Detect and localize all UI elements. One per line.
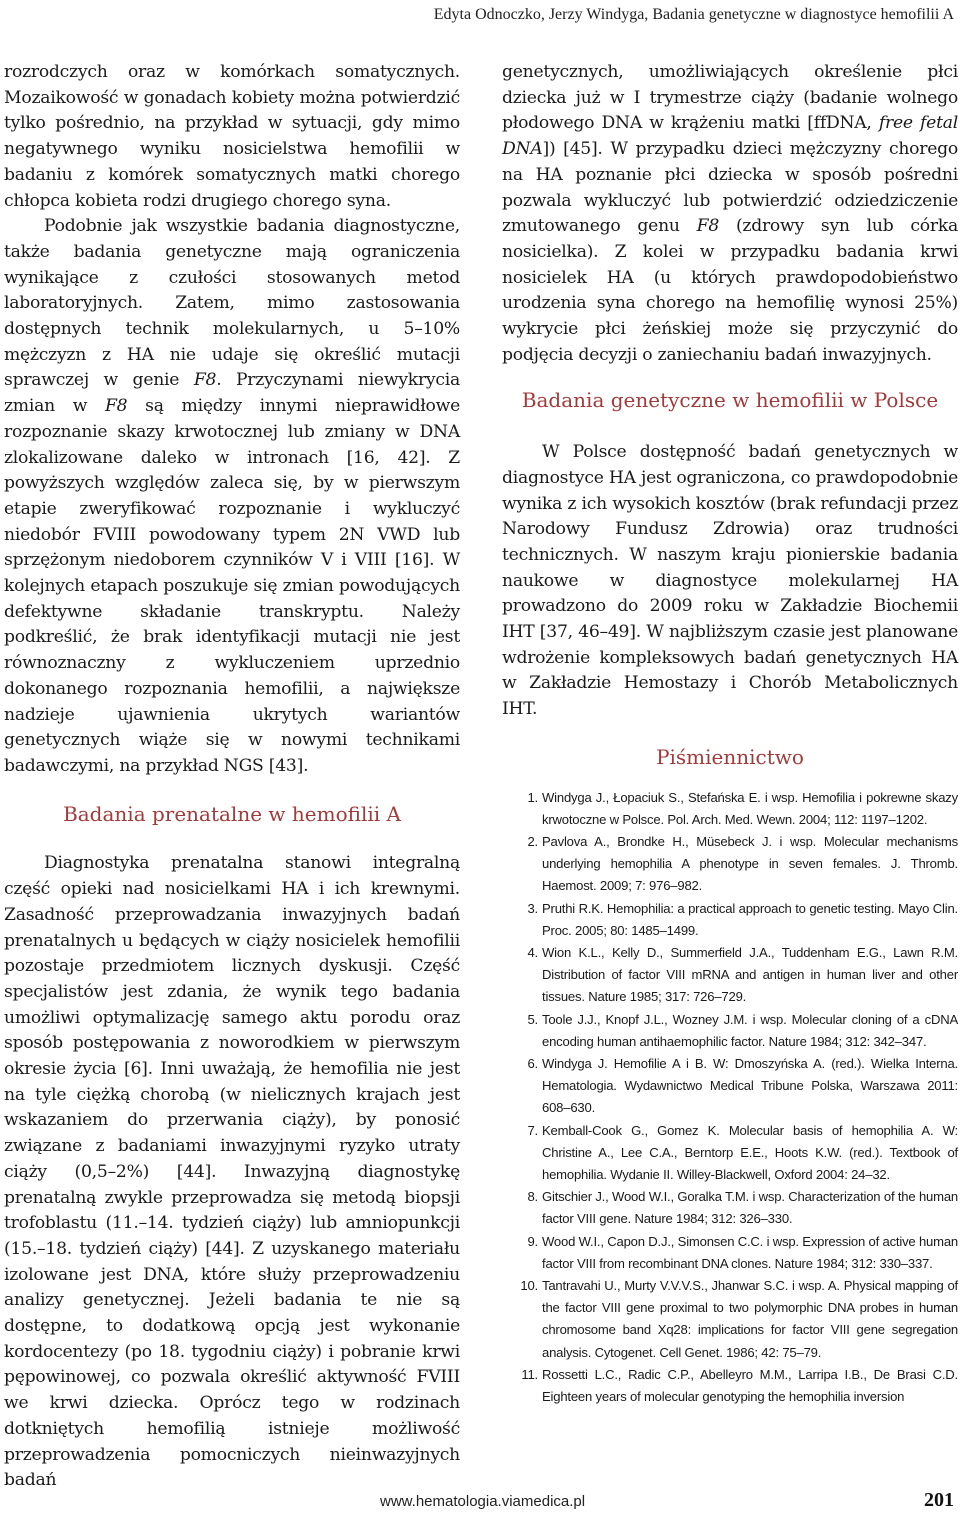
- reference-number: 10.: [520, 1278, 538, 1294]
- reference-item: [502, 831, 958, 898]
- reference-item: [502, 1275, 958, 1364]
- reference-text: Wood W.I., Capon D.J., Simonsen C.C. i wsp. Expression of active human factor VIII from recombinant DNA clones. Nature 1984; 312: 330–337.: [542, 1233, 958, 1271]
- running-head-authors: Edyta Odnoczko, Jerzy Windyga,: [433, 6, 649, 23]
- gene-name: F8: [696, 216, 720, 237]
- reference-text: Windyga J. Hemofilie A i B. W: Dmoszyńska A. (red.). Wielka Interna. Hematologia. Wydawnictwo Medical Tribune Polska, Warszawa 2011: 608–630.: [542, 1056, 958, 1116]
- reference-text: Pruthi R.K. Hemophilia: a practical approach to genetic testing. Mayo Clin. Proc. 2005; 80: 1485–1499.: [542, 900, 958, 938]
- reference-list: [502, 787, 958, 1409]
- reference-text: Rossetti L.C., Radic C.P., Abelleyro M.M., Larripa I.B., De Brasi C.D. Eighteen years of molecular genotyping the hemophilia inversion: [542, 1366, 958, 1405]
- reference-number: 11.: [521, 1366, 538, 1382]
- reference-number: 4.: [527, 945, 538, 960]
- right-column: [502, 60, 958, 1408]
- section-heading-poland: Badania genetyczne w hemofilii w Polsce: [521, 388, 939, 413]
- reference-text: Wion K.L., Kelly D., Summerfield J.A., Tuddenham E.G., Lawn R.M. Distribution of factor VIII mRNA and antigen in human liver and other tissues. Nature 1985; 317: 726–729.: [542, 945, 958, 1005]
- reference-number: 3.: [527, 900, 538, 916]
- gene-name: F8: [105, 396, 128, 417]
- reference-text: Toole J.J., Knopf J.L., Wozney J.M. i wsp. Molecular cloning of a cDNA encoding human antihaemophilic factor. Nature 1984; 312: 342–347.: [542, 1011, 958, 1049]
- reference-number: 6.: [527, 1056, 538, 1072]
- reference-text: Pavlova A., Brondke H., Müsebeck J. i wsp. Molecular mechanisms underlying hemophilia A phenotype in seven females. J. Thromb. Haemost. 2009; 7: 976–982.: [542, 833, 958, 894]
- section-heading-prenatal: Badania prenatalne w hemofilii A: [63, 801, 401, 826]
- reference-item: [502, 1231, 958, 1275]
- reference-item: [502, 1186, 958, 1230]
- paragraph-poland: W Polsce dostępność badań genetycznych w diagnostyce HA jest ograniczona, co prawdopodobnie wynika z ich wysokich kosztów (brak refundacji przez Narodowy Fundusz Zdrowia) oraz trudności technicznych. W naszym kraju pionierskie badania naukowe w diagnostyce molekularnej HA prowadzono do 2009 roku w Zakładzie Biochemii IHT [37, 46–49]. W najbliższym czasie jest planowane wdrożenie kompleksowych badań genetycznych HA w Zakładzie Hemostazy i Chorób Metabolicznych IHT.: [502, 442, 958, 720]
- reference-item: [502, 1120, 958, 1187]
- page-number: 201: [924, 1489, 954, 1511]
- italic-term: free fetal DNA: [502, 113, 958, 160]
- reference-text: Gitschier J., Wood W.I., Goralka T.M. i wsp. Characterization of the human factor VIII gene. Nature 1984; 312: 326–330.: [542, 1189, 958, 1227]
- reference-text: Windyga J., Łopaciuk S., Stefańska E. i wsp. Hemofilia i pokrewne skazy krwotoczne w Polsce. Pol. Arch. Med. Wewn. 2004; 112: 1197–1202.: [542, 789, 958, 827]
- paragraph-limitations: Podobnie jak wszystkie badania diagnostyczne, także badania genetyczne mają ograniczenia wynikające z czułości stosowanych metod laboratoryjnych. Zatem, mimo zastosowania dostępnych technik molekularnych, u 5–10% mężczyzn z HA nie udaje się określić mutacji sprawczej w genie F8. Przyczynami niewykrycia zmian w F8 są między innymi nieprawidłowe rozpoznanie skazy krwotocznej lub zmiany w DNA zlokalizowane daleko w intronach [16, 42]. Z powyższych względów zaleca się, by w pierwszym etapie zweryfikować rozpoznanie i wykluczyć niedobór FVIII powodowany typem 2N VWD lub sprzężonym niedoborem czynników V i VIII [16]. W kolejnych etapach poszukuje się zmian powodujących defektywne składanie transkryptu. Należy podkreślić, że brak identyfikacji mutacji nie jest równoznaczny z wykluczeniem uprzednio dokonanego rozpoznania hemofilii, a największe nadzieje ujawnienia ukrytych wariantów genetycznych wiąże się w nowymi technikami badawczymi, na przykład NGS [43].: [4, 216, 461, 776]
- reference-number: 9.: [527, 1233, 538, 1249]
- reference-item: [502, 1009, 958, 1053]
- footer-url[interactable]: www.hematologia.viamedica.pl: [380, 1493, 586, 1510]
- reference-item: [502, 1053, 958, 1120]
- reference-text: Kemball-Cook G., Gomez K. Molecular basis of hemophilia A. W: Christine A., Lee C.A., Berntorp E.E., Hoots K.W. (red.). Textbook of hemophilia. Wydanie II. Willey-Blackwell, Oxford 2004: 24–32.: [542, 1122, 958, 1183]
- reference-number: 8.: [527, 1189, 538, 1205]
- paragraph-fetal-dna: genetycznych, umożliwiających określenie płci dziecka już w I trymestrze ciąży (badanie wolnego płodowego DNA w krążeniu matki [ffDNA, free fetal DNA]) [45]. W przypadku dzieci mężczyzny chorego na HA poznanie płci dziecka w sposób pośredni pozwala wykluczyć lub potwierdzić odziedziczenie zmutowanego genu F8 (zdrowy syn lub córka nosicielka). Z kolei w przypadku badania krwi nosicielek HA (u których prawdopodobieństwo urodzenia syna chorego na hemofilię wynosi 25%) wykrycie płci żeńskiej może się przyczynić do podjęcia decyzji o zaniechaniu badań inwazyjnych.: [502, 62, 959, 365]
- running-head-title: Badania genetyczne w diagnostyce hemofilii A: [652, 6, 954, 23]
- section-heading-references: Piśmiennictwo: [656, 744, 804, 769]
- reference-number: 5.: [527, 1011, 538, 1027]
- gene-name: F8: [193, 370, 217, 391]
- running-head: [434, 6, 954, 24]
- reference-number: 2.: [527, 833, 538, 849]
- reference-number: 7.: [527, 1122, 538, 1138]
- reference-number: 1.: [527, 789, 538, 805]
- paragraph-prenatal: Diagnostyka prenatalna stanowi integralną część opieki nad nosicielkami HA i ich krewnymi. Zasadność przeprowadzania inwazyjnych badań prenatalnych u będących w ciąży nosicielek hemofilii pozostaje przedmiotem licznych dyskusji. Część specjalistów jest zdania, że wynik tego badania umożliwi optymalizację samego aktu porodu oraz sposób postępowania z noworodkiem w pierwszym okresie życia [6]. Inni uważają, że hemofilia nie jest na tyle ciężką chorobą (w nielicznych krajach jest wskazaniem do przerwania ciąży), by ponosić związane z badaniami inwazyjnymi ryzyko utraty ciąży (0,5–2%) [44]. Inwazyjną diagnostykę prenatalną zwykle przeprowadza się metodą biopsji trofoblastu (11.–14. tydzień ciąży) lub amniopunkcji (15.–18. tydzień ciąży) [44]. Z uzyskanego materiału izolowane jest DNA, które służy przeprowadzeniu analizy genetycznej. Jeżeli badania te nie są dostępne, to dodatkową opcją jest wykonanie kordocentezy (po 18. tygodniu ciąży) i pobranie krwi pępowinowej, co pozwala określić aktywność FVIII we krwi dziecka. Oprócz tego w rodzinach dotkniętych hemofilią istnieje możliwość przeprowadzenia pomocniczych nieinwazyjnych badań: [4, 853, 460, 1491]
- left-column: [4, 60, 460, 1494]
- reference-item: [502, 942, 958, 1009]
- reference-item: [502, 1364, 958, 1408]
- reference-item: [502, 898, 958, 942]
- paragraph-mosaicism: rozrodczych oraz w komórkach somatycznych. Mozaikowość w gonadach kobiety można potwierdzić tylko pośrednio, na przykład w sytuacji, gdy mimo negatywnego wyniku nosicielstwa hemofilii w badaniu z komórek somatycznych matki chorego chłopca kobieta rodzi drugiego chorego syna.: [4, 62, 460, 211]
- reference-item: [502, 787, 958, 831]
- reference-text: Tantravahi U., Murty V.V.V.S., Jhanwar S.C. i wsp. A. Physical mapping of the factor VIII gene proximal to two polymorphic DNA probes in human chromosome band Xq28: implications for factor VIII gene segregation analysis. Cytogenet. Cell Genet. 1986; 42: 75–79.: [542, 1278, 958, 1360]
